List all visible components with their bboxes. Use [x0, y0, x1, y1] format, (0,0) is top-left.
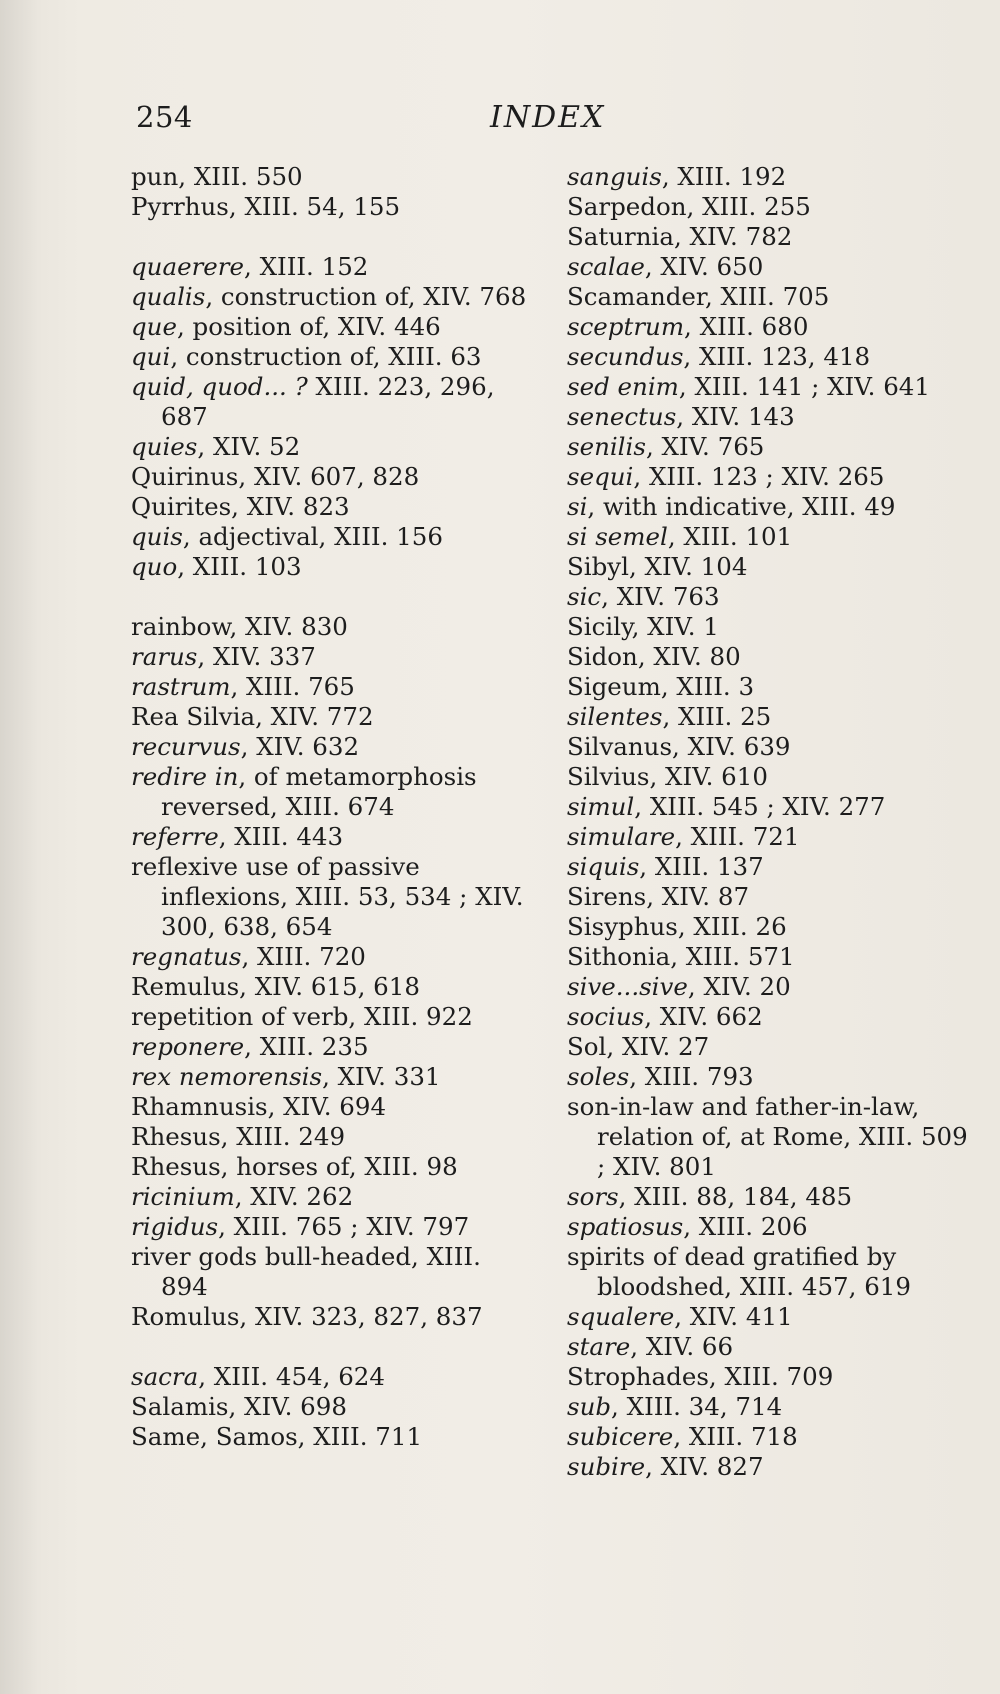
index-entry-term: sceptrum: [567, 312, 685, 341]
letter-section-gap: [131, 1332, 531, 1362]
index-entry-references: , XIII. 894: [161, 1242, 481, 1301]
index-entry-references: , XIII. 235: [244, 1032, 369, 1061]
index-entry: [131, 162, 531, 192]
index-entry-term: si: [567, 492, 588, 521]
running-head: INDEX: [490, 100, 606, 135]
index-entry-references: , XIII. 137: [639, 852, 764, 881]
index-entry-references: , XIV. 772: [255, 702, 374, 731]
index-entry-term: Salamis: [131, 1392, 229, 1421]
index-entry-references: , XIV. 87: [646, 882, 750, 911]
index-entry-references: , XIII. 571: [670, 942, 795, 971]
index-entry-references: , XIII. 765 ; XIV. 797: [218, 1212, 470, 1241]
index-entry-term: quid, quod... ?: [131, 372, 308, 401]
index-entry: [567, 1092, 977, 1182]
index-entry: [131, 762, 531, 822]
index-entry-references: , XIII. 718: [673, 1422, 798, 1451]
index-entry-references: , XIII. 255: [686, 192, 811, 221]
index-entry-references: , XIII. 720: [241, 942, 366, 971]
index-column-right: [567, 162, 977, 1482]
index-entry: [131, 552, 531, 582]
index-entry-term: sub: [567, 1392, 612, 1421]
index-entry-references: , XIV. 763: [601, 582, 720, 611]
index-entry: [567, 252, 977, 282]
letter-section-gap: [131, 222, 531, 252]
index-entry-term: reflexive use of passive inflexions: [131, 852, 420, 911]
index-entry-term: que: [131, 312, 177, 341]
index-entry: [567, 972, 977, 1002]
index-entry-term: senilis: [567, 432, 646, 461]
index-entry-references: , XIII. 206: [683, 1212, 808, 1241]
index-entry: [567, 702, 977, 732]
index-entry: [567, 1212, 977, 1242]
index-entry: [567, 672, 977, 702]
index-entry: [131, 372, 531, 432]
index-entry: [131, 462, 531, 492]
page-number: 254: [136, 100, 193, 134]
index-entry-references: , position of, XIV. 446: [176, 312, 441, 341]
index-entry-references: , XIII. 88, 184, 485: [618, 1182, 853, 1211]
index-entry: [131, 822, 531, 852]
index-entry: [131, 732, 531, 762]
index-entry-references: , XIII. 123, 418: [683, 342, 871, 371]
index-entry-term: rastrum: [131, 672, 231, 701]
index-entry-references: , XIII. 443: [218, 822, 344, 851]
index-entry: [131, 252, 531, 282]
index-entry-term: river gods bull-headed: [131, 1242, 412, 1271]
index-entry: [131, 972, 531, 1002]
index-entry: [131, 312, 531, 342]
index-entry: [567, 612, 977, 642]
letter-section-gap: [131, 582, 531, 612]
index-entry-references: , XIII. 53, 534 ; XIV. 300, 638, 654: [161, 882, 524, 941]
index-entry: [131, 1302, 531, 1332]
index-entry-term: Sibyl: [567, 552, 629, 581]
index-entry-references: , XIV. 27: [606, 1032, 710, 1061]
index-entry-references: , XIII. 711: [297, 1422, 423, 1451]
index-entry: [131, 1092, 531, 1122]
index-entry-references: , XIII. 721: [675, 822, 800, 851]
index-entry-term: simulare: [567, 822, 676, 851]
index-entry-references: , XIII. 34, 714: [611, 1392, 783, 1421]
index-entry-term: regnatus: [131, 942, 242, 971]
index-entry: [567, 432, 977, 462]
index-entry-references: , XIV. 823: [231, 492, 350, 521]
index-entry: [567, 312, 977, 342]
index-entry: [131, 1032, 531, 1062]
index-entry: [567, 282, 977, 312]
index-entry-term: quies: [131, 432, 198, 461]
index-entry-references: , XIV. 80: [637, 642, 741, 671]
index-entry: [567, 912, 977, 942]
index-entry-references: , XIII. 54, 155: [228, 192, 401, 221]
index-entry-term: subire: [567, 1452, 646, 1481]
index-entry-references: , XIV. 765: [645, 432, 765, 461]
index-entry-term: ricinium: [131, 1182, 235, 1211]
index-entry-term: Remulus: [131, 972, 240, 1001]
index-entry: [131, 492, 531, 522]
index-entry: [567, 942, 977, 972]
index-entry-term: silentes: [567, 702, 663, 731]
index-entry-term: sequi: [567, 462, 634, 491]
index-entry: [131, 1152, 531, 1182]
index-entry-term: son-in-law and father-in-law, relation of, at Rome: [567, 1092, 920, 1151]
index-entry-term: sors: [567, 1182, 619, 1211]
index-entry-term: Romulus: [131, 1302, 240, 1331]
index-entry: [567, 342, 977, 372]
index-entry-term: secundus: [567, 342, 684, 371]
index-entry: [567, 1062, 977, 1092]
index-entry-term: soles: [567, 1062, 630, 1091]
index-entry: [131, 1362, 531, 1392]
index-entry: [131, 672, 531, 702]
index-entry: [567, 762, 977, 792]
index-entry-references: , XIV. 610: [649, 762, 768, 791]
index-entry-references: , construction of, XIV. 768: [205, 282, 527, 311]
index-entry-term: rarus: [131, 642, 198, 671]
index-entry-term: Quirinus: [131, 462, 239, 491]
index-entry-references: , XIII. 25: [662, 702, 772, 731]
index-entry: [131, 1002, 531, 1032]
index-entry-term: Sicily: [567, 612, 632, 641]
index-entry-term: Silvanus: [567, 732, 673, 761]
index-entry-references: , XIV. 262: [234, 1182, 354, 1211]
index-entry-term: senectus: [567, 402, 677, 431]
index-entry-references: , XIII. 123 ; XIV. 265: [633, 462, 885, 491]
index-entry-references: , XIII. 550: [178, 162, 303, 191]
index-entry: [567, 1362, 977, 1392]
index-entry: [567, 642, 977, 672]
index-entry-references: , XIII. 454, 624: [198, 1362, 385, 1391]
index-entry-references: , XIV. 1: [631, 612, 719, 641]
index-entry-term: sive...sive: [567, 972, 688, 1001]
index-entry-term: rex nemorensis: [131, 1062, 323, 1091]
index-entry: [131, 1392, 531, 1422]
index-entry-term: spatiosus: [567, 1212, 684, 1241]
index-entry-references: , XIII. 457, 619: [724, 1272, 911, 1301]
index-entry-term: sic: [567, 582, 602, 611]
index-entry-term: quis: [131, 522, 183, 551]
index-entry-references: , XIII. 680: [684, 312, 809, 341]
index-entry-references: , XIII. 3: [660, 672, 755, 701]
index-entry: [567, 552, 977, 582]
index-entry: [131, 522, 531, 552]
index-entry: [131, 1242, 531, 1302]
index-entry-term: simul: [567, 792, 635, 821]
index-entry-references: , XIII. 141 ; XIV. 641: [678, 372, 930, 401]
index-entry-term: siquis: [567, 852, 640, 881]
index-entry-term: Rhamnusis: [131, 1092, 268, 1121]
index-entry: [131, 852, 531, 942]
index-entry-term: Rhesus, horses of: [131, 1152, 349, 1181]
index-entry-term: repetition of verb: [131, 1002, 349, 1031]
index-entry-references: , XIV. 607, 828: [238, 462, 420, 491]
index-entry-references: , XIV. 632: [240, 732, 360, 761]
index-entry-references: , XIII. 103: [177, 552, 302, 581]
index-entry-references: , construction of, XIII. 63: [170, 342, 482, 371]
index-entry-term: pun: [131, 162, 179, 191]
index-entry: [567, 192, 977, 222]
index-entry: [567, 222, 977, 252]
index-entry: [131, 1062, 531, 1092]
index-entry-references: , XIV. 639: [672, 732, 791, 761]
index-entry: [567, 1002, 977, 1032]
index-entry-term: sacra: [131, 1362, 199, 1391]
index-entry-references: , XIV. 143: [676, 402, 795, 431]
index-entry: [567, 1332, 977, 1362]
index-entry: [567, 1422, 977, 1452]
index-entry: [567, 372, 977, 402]
index-entry-term: Sol: [567, 1032, 607, 1061]
index-entry-term: reponere: [131, 1032, 245, 1061]
index-entry-references: , XIV. 698: [228, 1392, 347, 1421]
index-entry-term: Rhesus: [131, 1122, 221, 1151]
index-entry-references: , XIV. 782: [673, 222, 793, 251]
index-entry: [131, 942, 531, 972]
index-entry: [131, 1122, 531, 1152]
index-entry-term: referre: [131, 822, 219, 851]
index-entry-references: , XIV. 52: [197, 432, 301, 461]
index-entry: [131, 192, 531, 222]
index-entry-term: sanguis: [567, 162, 662, 191]
index-entry-references: , with indicative, XIII. 49: [587, 492, 896, 521]
index-entry-references: , XIV. 66: [630, 1332, 734, 1361]
index-entry-references: , XIV. 411: [674, 1302, 793, 1331]
index-entry-term: stare: [567, 1332, 631, 1361]
page-header: [136, 100, 606, 150]
index-entry-term: spirits of dead gratified by bloodshed: [567, 1242, 897, 1301]
index-entry-term: Same, Samos: [131, 1422, 298, 1451]
index-entry-term: sed enim: [567, 372, 679, 401]
index-entry: [567, 732, 977, 762]
index-entry-term: redire in: [131, 762, 239, 791]
index-entry: [567, 1242, 977, 1302]
index-entry-references: , XIII. 705: [704, 282, 830, 311]
index-column-left: [131, 162, 531, 1452]
index-entry-term: scalae: [567, 252, 645, 281]
index-entry-term: recurvus: [131, 732, 241, 761]
index-entry: [131, 1212, 531, 1242]
index-entry: [567, 1182, 977, 1212]
index-entry: [567, 1452, 977, 1482]
index-entry-term: quo: [131, 552, 178, 581]
index-entry-references: , adjectival, XIII. 156: [182, 522, 443, 551]
index-entry-term: Scamander: [567, 282, 705, 311]
index-entry-term: Rea Silvia: [131, 702, 256, 731]
index-entry: [567, 162, 977, 192]
index-entry-references: , XIII. 192: [661, 162, 787, 191]
index-entry-references: , XIII. 101: [667, 522, 793, 551]
index-entry-term: si semel: [567, 522, 668, 551]
index-entry: [567, 462, 977, 492]
index-entry-references: , XIV. 827: [645, 1452, 764, 1481]
index-entry-references: , XIII. 98: [348, 1152, 458, 1181]
index-entry-term: quaerere: [131, 252, 244, 281]
index-entry-references: XIII. 223, 296, 687: [161, 372, 495, 431]
index-entry-references: , XIV. 331: [322, 1062, 441, 1091]
index-entry-term: Sidon: [567, 642, 638, 671]
index-entry: [567, 882, 977, 912]
index-entry-term: Saturnia: [567, 222, 674, 251]
index-entry-term: rigidus: [131, 1212, 219, 1241]
index-entry-term: Sirens: [567, 882, 647, 911]
index-entry: [567, 582, 977, 612]
index-entry-term: subicere: [567, 1422, 674, 1451]
index-entry-term: qualis: [131, 282, 206, 311]
index-entry-references: , XIII. 709: [708, 1362, 834, 1391]
index-entry-references: , XIII. 545 ; XIV. 277: [634, 792, 886, 821]
index-entry-term: Strophades: [567, 1362, 709, 1391]
index-entry-references: , XIII. 793: [629, 1062, 754, 1091]
index-entry: [567, 1032, 977, 1062]
index-entry: [567, 522, 977, 552]
index-entry: [131, 702, 531, 732]
index-entry-term: Silvius: [567, 762, 650, 791]
index-entry-term: Sithonia: [567, 942, 671, 971]
index-entry: [567, 492, 977, 522]
index-entry: [567, 1302, 977, 1332]
index-entry-term: Sisyphus: [567, 912, 678, 941]
index-entry-references: , XIV. 662: [644, 1002, 763, 1031]
index-entry: [567, 1392, 977, 1422]
index-entry-references: , XIV. 615, 618: [239, 972, 420, 1001]
index-entry: [131, 432, 531, 462]
index-entry: [131, 342, 531, 372]
index-entry-references: , XIV. 323, 827, 837: [239, 1302, 483, 1331]
index-entry: [131, 282, 531, 312]
index-entry: [131, 642, 531, 672]
index-entry: [567, 402, 977, 432]
index-entry-references: , of metamorphosis reversed, XIII. 674: [161, 762, 477, 821]
index-entry-term: Quirites: [131, 492, 232, 521]
index-entry-references: , XIV. 830: [229, 612, 348, 641]
index-entry: [131, 1422, 531, 1452]
index-entry-term: rainbow: [131, 612, 230, 641]
index-entry-term: squalere: [567, 1302, 675, 1331]
index-entry-references: , XIV. 650: [644, 252, 764, 281]
index-entry: [131, 1182, 531, 1212]
index-entry-references: , XIII. 509 ; XIV. 801: [597, 1122, 968, 1181]
gutter-shadow: [0, 0, 40, 1694]
index-entry: [131, 612, 531, 642]
index-entry: [567, 792, 977, 822]
index-entry-references: , XIV. 20: [687, 972, 791, 1001]
index-entry-term: socius: [567, 1002, 645, 1031]
index-entry-references: , XIV. 337: [197, 642, 316, 671]
index-entry-term: Sarpedon: [567, 192, 687, 221]
index-entry-references: , XIII. 922: [348, 1002, 473, 1031]
index-entry-references: , XIII. 152: [244, 252, 369, 281]
index-entry-term: Pyrrhus: [131, 192, 229, 221]
index-entry: [567, 852, 977, 882]
index-entry-term: qui: [131, 342, 171, 371]
index-entry-references: , XIII. 765: [230, 672, 355, 701]
index-entry-references: , XIII. 26: [677, 912, 787, 941]
index-entry-references: , XIV. 104: [628, 552, 748, 581]
index-entry-term: Sigeum: [567, 672, 661, 701]
index-entry-references: , XIII. 249: [220, 1122, 346, 1151]
index-entry-references: , XIV. 694: [267, 1092, 387, 1121]
index-entry: [567, 822, 977, 852]
